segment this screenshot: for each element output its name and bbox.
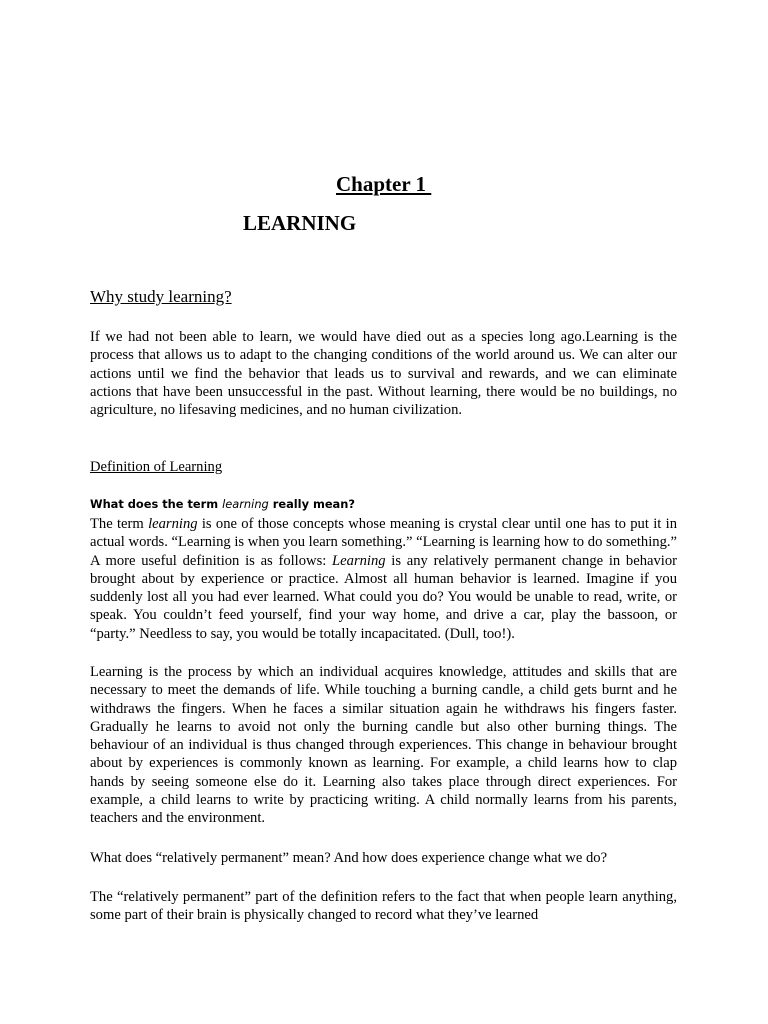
paragraph-why-study: If we had not been able to learn, we would have died out as a species long ago.Learning is the process that allows us to adapt to the changing conditions of the world around us. We can alter our actions until we find the behavior that leads us to survival and rewards, and we can eliminate actions that have been unsuccessful in the past. Without learning, there would be no buildings, no agriculture, no lifesaving medicines, and no human civilization. [90,329,677,419]
chapter-label: Chapter 1 [336,172,432,196]
definition-text-a: The term [90,516,149,532]
definition-term-2: Learning [332,552,386,569]
paragraph-learning-process: Learning is the process by which an individual acquires knowledge, attitudes and skills that are necessary to meet the demands of life. While touching a burning candle, a child gets burnt and he withdraws the fingers. When he faces a similar situation again he withdraws his fingers faster. Gradually he learns to avoid not only the burning candle but also other burning things. The behaviour of an individual is thus changed through experiences. This change in behaviour brought about by experiences is commonly known as learning. For example, a child learns how to clap hands by seeing someone else do it. Learning also takes place through direct experiences. For example, a child learns to write by practicing writing. A child normally learns from his parents, teachers and the environment. [90,664,677,827]
subheading-text-before: What does the term [90,497,223,511]
subheading-term: learning [222,497,269,511]
paragraph-definition [90,515,677,643]
chapter-title: LEARNING [243,211,357,235]
section-heading-why-study: Why study learning? [90,287,232,306]
definition-text-b: is one of those concepts whose meaning is crystal clear until one has to put it in actual words. “Learning is when you learn something.” “Learning is learning how to do something.” A more useful definition is as follows: [90,516,677,569]
definition-text-c: is any relatively permanent change in behavior brought about by experience or practice. Almost all human behavior is learned. Imagine if you suddenly lost all you had ever learned. What could you do? You would be unable to read, write, or speak. You couldn’t feed yourself, find your way home, and drive a car, play the bassoon, or “party.” Needless to say, you would be totally incapacitated. (Dull, too!). [90,552,677,642]
subheading-term-question [90,497,355,511]
section-heading-definition: Definition of Learning [90,459,223,475]
definition-term: learning [148,516,198,532]
paragraph-relatively-permanent: The “relatively permanent” part of the definition refers to the fact that when people learn anything, some part of their brain is physically changed to record what they’ve learned [90,889,677,924]
subheading-text-after: really mean? [268,497,355,511]
paragraph-relatively-permanent-question: What does “relatively permanent” mean? And how does experience change what we do? [90,850,608,866]
